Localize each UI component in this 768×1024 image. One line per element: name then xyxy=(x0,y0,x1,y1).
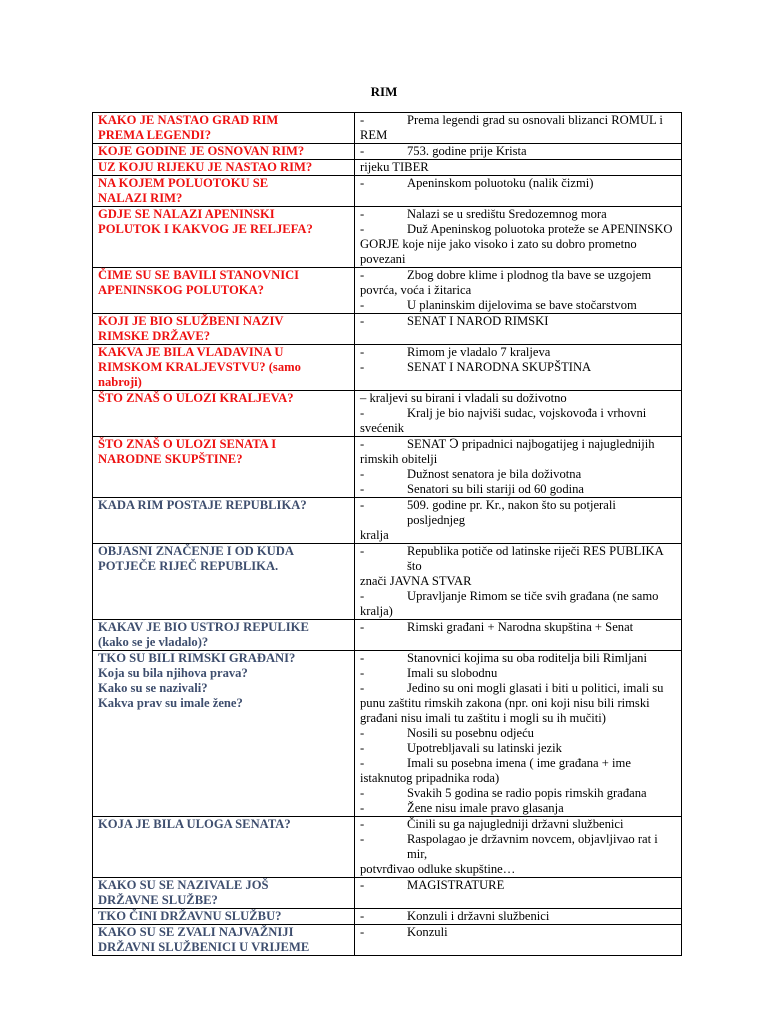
answer-text: SENAT Ↄ pripadnici najbogatijeg i najuglednijih xyxy=(407,437,655,451)
answer-text: 753. godine prije Krista xyxy=(407,144,527,158)
bullet-dash: - xyxy=(360,666,365,680)
answer-cell xyxy=(355,314,682,345)
answer-text: Raspolagao je državnim novcem, objavljivao rat i mir, xyxy=(407,832,658,861)
answer-bullet-item xyxy=(360,298,677,313)
bullet-dash: - xyxy=(360,741,365,755)
answer-text: Upravljanje Rimom se tiče svih građana (ne samo xyxy=(407,589,659,603)
bullet-dash: - xyxy=(360,467,365,481)
question-text: RIMSKE DRŽAVE? xyxy=(98,329,211,343)
bullet-dash: - xyxy=(360,176,365,190)
answer-bullet-item xyxy=(360,544,677,574)
question-cell xyxy=(93,651,355,817)
answer-cell xyxy=(355,437,682,498)
answer-text: rijeku TIBER xyxy=(360,160,429,174)
question-text: KAKVA JE BILA VLADAVINA U xyxy=(98,345,284,359)
answer-bullet-item xyxy=(360,222,677,237)
answer-cell xyxy=(355,391,682,437)
question-text: DRŽAVNI SLUŽBENICI U VRIJEME xyxy=(98,940,310,954)
answer-text: Žene nisu imale pravo glasanja xyxy=(407,801,564,815)
answer-text: REM xyxy=(360,128,388,142)
question-text: KAKO JE NASTAO GRAD RIM xyxy=(98,113,279,127)
answer-cell xyxy=(355,207,682,268)
answer-bullet-item xyxy=(360,268,677,283)
table-row xyxy=(93,160,682,176)
answer-text: MAGISTRATURE xyxy=(407,878,505,892)
bullet-dash: - xyxy=(360,909,365,923)
answer-text: Imali su slobodnu xyxy=(407,666,498,680)
question-cell xyxy=(93,113,355,144)
bullet-dash: - xyxy=(360,878,365,892)
answer-bullet-item xyxy=(360,207,677,222)
answer-text: Senatori su bili stariji od 60 godina xyxy=(407,482,584,496)
question-text: APENINSKOG POLUTOKA? xyxy=(98,283,264,297)
bullet-dash: - xyxy=(360,345,365,359)
answer-text: Republika potiče od latinske riječi RES PUBLIKA što xyxy=(407,544,664,573)
table-row xyxy=(93,391,682,437)
qa-table xyxy=(92,112,682,956)
answer-text: Stanovnici kojima su oba roditelja bili Rimljani xyxy=(407,651,647,665)
answer-bullet-item xyxy=(360,726,677,741)
question-cell xyxy=(93,544,355,620)
table-row xyxy=(93,207,682,268)
answer-text: Činili su ga najugledniji državni službenici xyxy=(407,817,624,831)
answer-text: Rimom je vladalo 7 kraljeva xyxy=(407,345,551,359)
bullet-dash: - xyxy=(360,144,365,158)
answer-bullet-item xyxy=(360,786,677,801)
answer-bullet-item xyxy=(360,741,677,756)
question-text: Koja su bila njihova prava? xyxy=(98,666,248,680)
bullet-dash: - xyxy=(360,786,365,800)
question-text: TKO ČINI DRŽAVNU SLUŽBU? xyxy=(98,909,282,923)
answer-cell xyxy=(355,176,682,207)
answer-bullet-item xyxy=(360,925,677,940)
answer-text: Nalazi se u središtu Sredozemnog mora xyxy=(407,207,607,221)
answer-text: istaknutog pripadnika roda) xyxy=(360,771,500,785)
question-text: GDJE SE NALAZI APENINSKI xyxy=(98,207,275,221)
answer-bullet-item xyxy=(360,437,677,452)
question-text: KAKAV JE BIO USTROJ REPULIKE xyxy=(98,620,309,634)
question-text: NALAZI RIM? xyxy=(98,191,183,205)
question-cell xyxy=(93,620,355,651)
question-text: POTJEČE RIJEČ REPUBLIKA. xyxy=(98,559,279,573)
bullet-dash: - xyxy=(360,726,365,740)
answer-text: Apeninskom poluotoku (nalik čizmi) xyxy=(407,176,594,190)
question-cell xyxy=(93,268,355,314)
bullet-dash: - xyxy=(360,314,365,328)
question-text: UZ KOJU RIJEKU JE NASTAO RIM? xyxy=(98,160,313,174)
bullet-dash: - xyxy=(360,681,365,695)
bullet-dash: - xyxy=(360,360,365,374)
answer-text: povezani xyxy=(360,252,406,266)
answer-bullet-item xyxy=(360,360,677,375)
answer-bullet-item xyxy=(360,345,677,360)
answer-text: svećenik xyxy=(360,421,405,435)
answer-text: 509. godine pr. Kr., nakon što su potjerali posljednjeg xyxy=(407,498,616,527)
table-row xyxy=(93,113,682,144)
bullet-dash: - xyxy=(360,832,365,846)
table-row xyxy=(93,345,682,391)
answer-text: U planinskim dijelovima se bave stočarstvom xyxy=(407,298,637,312)
answer-text: Konzuli i državni službenici xyxy=(407,909,550,923)
answer-text: Prema legendi grad su osnovali blizanci ROMUL i xyxy=(407,113,663,127)
bullet-dash: - xyxy=(360,406,365,420)
bullet-dash: - xyxy=(360,437,365,451)
answer-cell xyxy=(355,878,682,909)
answer-bullet-item xyxy=(360,406,677,421)
answer-cell xyxy=(355,620,682,651)
answer-text: – kraljevi su birani i vladali su doživotno xyxy=(360,391,567,405)
answer-bullet-item xyxy=(360,498,677,528)
answer-bullet-item xyxy=(360,681,677,696)
answer-bullet-item xyxy=(360,832,677,862)
question-text: DRŽAVNE SLUŽBE? xyxy=(98,893,218,907)
answer-cell xyxy=(355,651,682,817)
answer-text: Konzuli xyxy=(407,925,448,939)
answer-bullet-item xyxy=(360,909,677,924)
answer-text: rimskih obitelji xyxy=(360,452,438,466)
bullet-dash: - xyxy=(360,925,365,939)
question-text: NARODNE SKUPŠTINE? xyxy=(98,452,243,466)
question-text: Kako su se nazivali? xyxy=(98,681,208,695)
question-cell xyxy=(93,160,355,176)
answer-text: Imali su posebna imena ( ime građana + ime xyxy=(407,756,631,770)
answer-text: punu zaštitu rimskih zakona (npr. oni koji nisu bili rimski xyxy=(360,696,650,710)
answer-cell xyxy=(355,544,682,620)
question-text: Kakva prav su imale žene? xyxy=(98,696,243,710)
bullet-dash: - xyxy=(360,651,365,665)
question-text: ŠTO ZNAŠ O ULOZI SENATA I xyxy=(98,437,277,451)
answer-text: Jedino su oni mogli glasati i biti u politici, imali su xyxy=(407,681,664,695)
question-text: RIMSKOM KRALJEVSTVU? (samo xyxy=(98,360,301,374)
bullet-dash: - xyxy=(360,222,365,236)
question-text: ČIME SU SE BAVILI STANOVNICI xyxy=(98,268,300,282)
question-text: KOJE GODINE JE OSNOVAN RIM? xyxy=(98,144,305,158)
question-text: POLUTOK I KAKVOG JE RELJEFA? xyxy=(98,222,313,236)
answer-text: Nosili su posebnu odjeću xyxy=(407,726,534,740)
answer-text: kralja xyxy=(360,528,389,542)
answer-bullet-item xyxy=(360,801,677,816)
answer-text: Upotrebljavali su latinski jezik xyxy=(407,741,562,755)
question-text: KOJI JE BIO SLUŽBENI NAZIV xyxy=(98,314,284,328)
question-cell xyxy=(93,498,355,544)
bullet-dash: - xyxy=(360,268,365,282)
table-row xyxy=(93,620,682,651)
answer-bullet-item xyxy=(360,817,677,832)
table-row xyxy=(93,268,682,314)
question-text: KAKO SU SE NAZIVALE JOŠ xyxy=(98,878,269,892)
answer-bullet-item xyxy=(360,176,677,191)
answer-bullet-item xyxy=(360,620,677,635)
answer-text: Kralj je bio najviši sudac, vojskovođa i vrhovni xyxy=(407,406,647,420)
question-cell xyxy=(93,878,355,909)
table-row xyxy=(93,498,682,544)
question-cell xyxy=(93,345,355,391)
answer-text: Rimski građani + Narodna skupština + Senat xyxy=(407,620,634,634)
answer-cell xyxy=(355,909,682,925)
bullet-dash: - xyxy=(360,498,365,512)
bullet-dash: - xyxy=(360,482,365,496)
answer-bullet-item xyxy=(360,878,677,893)
answer-cell xyxy=(355,817,682,878)
question-text: KOJA JE BILA ULOGA SENATA? xyxy=(98,817,291,831)
question-text: TKO SU BILI RIMSKI GRAĐANI? xyxy=(98,651,296,665)
bullet-dash: - xyxy=(360,298,365,312)
answer-cell xyxy=(355,144,682,160)
answer-cell xyxy=(355,268,682,314)
question-cell xyxy=(93,207,355,268)
answer-cell xyxy=(355,498,682,544)
answer-bullet-item xyxy=(360,482,677,497)
answer-bullet-item xyxy=(360,467,677,482)
question-cell xyxy=(93,176,355,207)
answer-cell xyxy=(355,113,682,144)
table-row xyxy=(93,909,682,925)
answer-text: kralja) xyxy=(360,604,393,618)
qa-table-body xyxy=(93,113,682,956)
question-cell xyxy=(93,144,355,160)
answer-text: Duž Apeninskog poluotoka proteže se APENINSKO xyxy=(407,222,673,236)
answer-text: povrća, voća i žitarica xyxy=(360,283,472,297)
answer-text: Zbog dobre klime i plodnog tla bave se uzgojem xyxy=(407,268,652,282)
table-row xyxy=(93,144,682,160)
answer-text: potvrđivao odluke skupštine… xyxy=(360,862,516,876)
answer-bullet-item xyxy=(360,314,677,329)
question-text: NA KOJEM POLUOTOKU SE xyxy=(98,176,269,190)
question-cell xyxy=(93,391,355,437)
question-cell xyxy=(93,817,355,878)
table-row xyxy=(93,544,682,620)
answer-text: GORJE koje nije jako visoko i zato su dobro prometno xyxy=(360,237,637,251)
answer-text: SENAT I NAROD RIMSKI xyxy=(407,314,549,328)
answer-cell xyxy=(355,345,682,391)
question-cell xyxy=(93,437,355,498)
bullet-dash: - xyxy=(360,801,365,815)
table-row xyxy=(93,925,682,956)
answer-bullet-item xyxy=(360,666,677,681)
question-text: OBJASNI ZNAČENJE I OD KUDA xyxy=(98,544,294,558)
bullet-dash: - xyxy=(360,817,365,831)
bullet-dash: - xyxy=(360,544,365,558)
answer-cell xyxy=(355,160,682,176)
table-row xyxy=(93,817,682,878)
question-text: KAKO SU SE ZVALI NAJVAŽNIJI xyxy=(98,925,294,939)
table-row xyxy=(93,651,682,817)
bullet-dash: - xyxy=(360,620,365,634)
answer-text: znači JAVNA STVAR xyxy=(360,574,472,588)
answer-text: Svakih 5 godina se radio popis rimskih građana xyxy=(407,786,647,800)
question-cell xyxy=(93,925,355,956)
question-cell xyxy=(93,314,355,345)
answer-text: građani nisu imali tu zaštitu i mogli su ih mučiti) xyxy=(360,711,606,725)
bullet-dash: - xyxy=(360,207,365,221)
bullet-dash: - xyxy=(360,113,365,127)
answer-text: SENAT I NARODNA SKUPŠTINA xyxy=(407,360,592,374)
answer-bullet-item xyxy=(360,113,677,128)
question-text: nabroji) xyxy=(98,375,142,389)
table-row xyxy=(93,437,682,498)
table-row xyxy=(93,878,682,909)
answer-bullet-item xyxy=(360,144,677,159)
table-row xyxy=(93,314,682,345)
answer-bullet-item xyxy=(360,651,677,666)
question-text: KADA RIM POSTAJE REPUBLIKA? xyxy=(98,498,307,512)
answer-text: Dužnost senatora je bila doživotna xyxy=(407,467,582,481)
bullet-dash: - xyxy=(360,756,365,770)
answer-bullet-item xyxy=(360,589,677,604)
question-cell xyxy=(93,909,355,925)
question-text: (kako se je vladalo)? xyxy=(98,635,209,649)
question-text: PREMA LEGENDI? xyxy=(98,128,212,142)
question-text: ŠTO ZNAŠ O ULOZI KRALJEVA? xyxy=(98,391,294,405)
answer-cell xyxy=(355,925,682,956)
table-row xyxy=(93,176,682,207)
page-title: RIM xyxy=(370,84,398,99)
bullet-dash: - xyxy=(360,589,365,603)
answer-bullet-item xyxy=(360,756,677,771)
